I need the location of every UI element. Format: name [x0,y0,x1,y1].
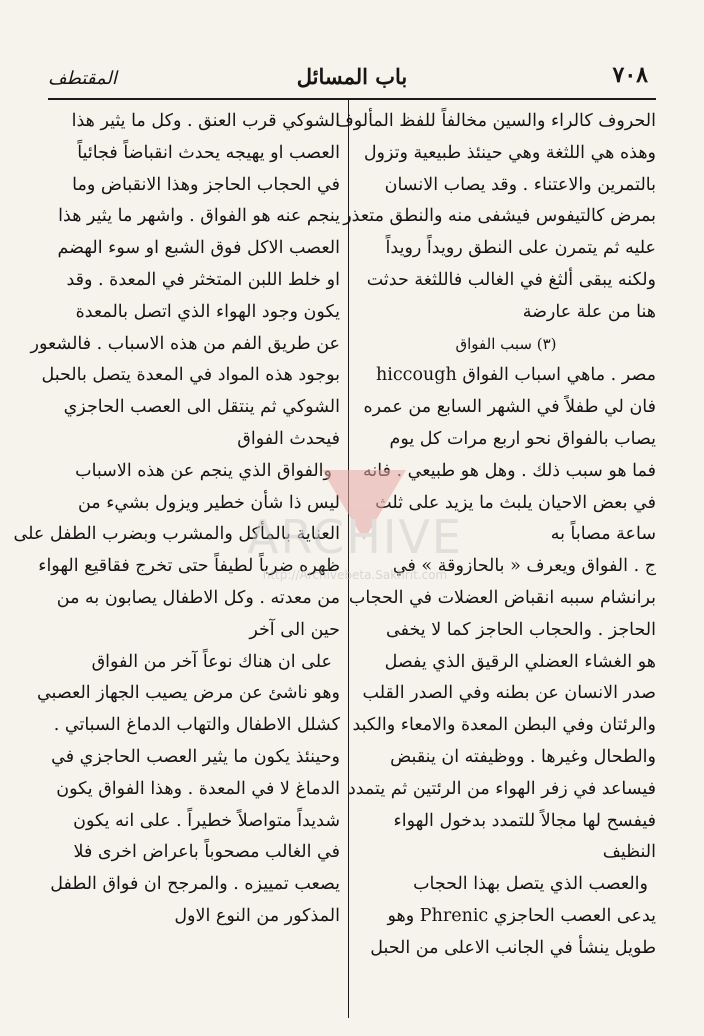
text-line: من معدته . وكل الاطفال يصابون به من [56,587,340,608]
text-line: بوجود هذه المواد في المعدة يتصل بالحبل [41,365,340,386]
text-line: عن طريق الفم من هذه الاسباب . فالشعور [30,333,340,354]
text-line: كشلل الاطفال والتهاب الدماغ السباتي . [53,715,340,736]
text-line: ساعة مصاباً به [550,524,656,545]
text-line: الحاجز . والحجاب الحاجز كما لا يخفى [386,619,656,640]
text-line: ولكنه يبقى ألثغ في الغالب فاللثغة حدثت [366,269,656,290]
text-line: ليس ذا شأن خطير ويزول بشيء من [77,492,340,513]
text-line: فما هو سبب ذلك . وهل هو طبيعي . فانه [363,460,656,481]
page-number: ٧٠٨ [612,62,648,88]
text-line: او خلط اللبن المتخثر في المعدة . وقد [66,269,340,290]
text-line: الحروف كالراء والسين مخالفاً للفظ المألوف [335,111,656,131]
text-line: فان لي طفلاً في الشهر السابع من عمره [363,397,656,418]
text-line: شديداً متواصلاً خطيراً . على انه يكون [73,810,340,831]
text-line: في الحجاب الحاجز وهذا الانقباض وما [72,174,340,195]
text-line: على ان هناك نوعاً آخر من الفواق [91,651,332,672]
left-column [13,106,340,933]
column-divider [348,98,349,1018]
text-line: وهو ناشئ عن مرض يصيب الجهاز العصبي [36,683,340,704]
text-line: حين الى آخر [249,619,340,640]
text-line: فيساعد في زفر الهواء من الرئتين ثم يتمدد [347,778,656,799]
text-line: هو الغشاء العضلي الرقيق الذي يفصل [384,651,656,672]
text-line: فيحدث الفواق [237,428,340,449]
text-line: والفواق الذي ينجم عن هذه الاسباب [75,460,332,481]
text-line: مصر . ماهي اسباب الفواق hiccough [376,365,656,386]
text-line: الدماغ لا في المعدة . وهذا الفواق يكون [56,778,340,799]
text-line: يصعب تمييزه . والمرجح ان فواق الطفل [50,874,340,895]
text-line: طويل ينشأ في الجانب الاعلى من الحبل [370,937,656,958]
header-rule [48,98,656,100]
text-line: العناية بالمأكل والمشرب وبضرب الطفل على [13,524,340,545]
text-line: والرئتان وفي البطن المعدة والامعاء والكبد [352,715,656,736]
text-line: العصب الاكل فوق الشبع او سوء الهضم [57,238,340,259]
text-line: يكون وجود الهواء الذي اتصل بالمعدة [75,301,340,322]
text-line: وهذه هي اللثغة وهي حينئذ طبيعية وتزول [363,142,656,163]
text-line: وحينئذ يكون ما يثير العصب الحاجزي في [51,746,340,767]
text-line: يدعى العصب الحاجزي Phrenic وهو [387,905,656,926]
text-line: والطحال وغيرها . ووظيفته ان ينقبض [390,746,656,767]
text-line: صدر الانسان عن بطنه وفي الصدر القلب [362,683,656,704]
text-line: الشوكي قرب العنق . وكل ما يثير هذا [71,111,340,131]
text-line: ظهره ضرباً لطيفاً حتى تخرج فقاقيع الهواء [38,556,340,577]
text-line: برانشام سببه انقباض العضلات في الحجاب [348,587,656,608]
text-line: العصب او يهيجه يحدث انقباضاً فجائياً [77,142,340,163]
text-line: هنا من علة عارضة [522,301,656,322]
text-line: عليه ثم يتمرن على النطق رويداً رويداً [385,238,656,259]
text-line: ينجم عنه هو الفواق . واشهر ما يثير هذا [58,206,340,227]
text-line: يصاب بالفواق نحو اربع مرات كل يوم [389,428,656,449]
text-line: النظيف [602,842,656,863]
text-line: فيفسح لها مجالاً للتمدد بدخول الهواء [393,810,656,831]
running-head-journal: المقتطف [48,68,117,89]
section-heading: (٣) سبب الفواق [455,334,557,353]
text-line: المذكور من النوع الاول [174,905,340,926]
text-line: ج . الفواق ويعرف « بالحازوقة » في [392,556,656,577]
text-line: بمرض كالتيفوس فيشفى منه والنطق متعذر [343,206,656,227]
text-line: بالتمرين والاعتناء . وقد يصاب الانسان [384,174,656,195]
watermark-word: ARCHIVE [247,510,463,564]
running-head-section: باب المسائل [296,64,408,89]
text-line: والعصب الذي يتصل بهذا الحجاب [413,874,648,895]
watermark-url: http://Archivebeta.Sakhrit.com [262,568,448,582]
text-line: في بعض الاحيان يلبث ما يزيد على ثلث [375,492,656,513]
page-header [48,62,656,96]
text-line: في الغالب مصحوباً باعراض اخرى فلا [73,842,340,863]
text-line: الشوكي ثم ينتقل الى العصب الحاجزي [63,397,340,418]
